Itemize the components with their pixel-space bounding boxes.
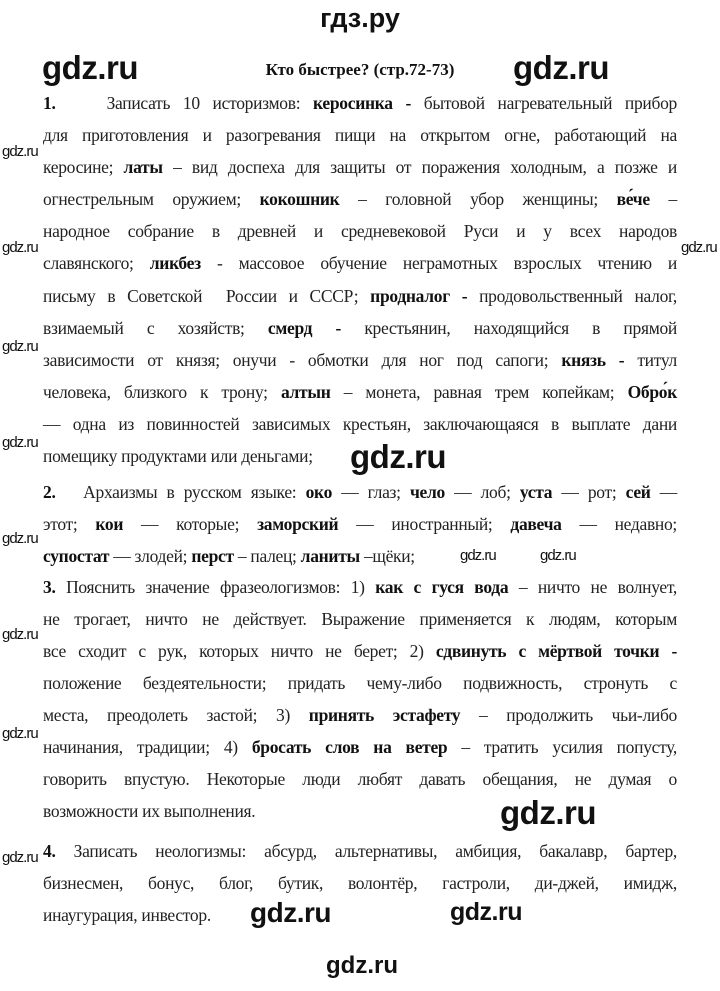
text-run: помещику продуктами или деньгами;: [43, 446, 313, 466]
paragraph-3-line: [43, 673, 677, 693]
bold-term: алтын: [280, 382, 331, 402]
text-run: продовольственный налог,: [467, 286, 677, 306]
text-run: – продолжить чьи-либо: [460, 705, 677, 725]
text-run: Записать 10 историзмов:: [55, 93, 314, 113]
paragraph-3-line: [43, 577, 677, 597]
paragraph-2-line: [43, 482, 677, 502]
watermark: gdz.ru: [2, 239, 38, 256]
bold-term: князь -: [561, 350, 625, 370]
watermark: gdz.ru: [450, 898, 522, 926]
bold-term: как с гуся вода: [375, 577, 509, 597]
text-run: возможности их выполнения.: [43, 801, 256, 821]
text-run: титул: [624, 350, 677, 370]
paragraph-3-line: [43, 705, 677, 725]
paragraph-2-line: [43, 514, 677, 534]
watermark: gdz.ru: [2, 725, 38, 742]
watermark: gdz.ru: [2, 530, 38, 547]
bold-term: супостат: [43, 546, 110, 566]
paragraph-1-line: [43, 189, 677, 209]
text-run: – ничто не волнует,: [508, 577, 677, 597]
text-run: керосине;: [43, 157, 124, 177]
text-run: для приготовления и разогревания пищи на открытом огне, работающий на: [43, 125, 677, 145]
text-run: этот;: [43, 514, 96, 534]
text-run: — недавно;: [561, 514, 677, 534]
watermark: gdz.ru: [42, 49, 138, 86]
bold-term: 2.: [43, 482, 56, 502]
text-run: не трогает, ничто не действует. Выражение применяется к людям, которым: [43, 609, 677, 629]
paragraph-1-line: [43, 157, 677, 177]
bold-term: 1.: [43, 93, 56, 113]
text-run: начинания, традиции; 4): [43, 737, 252, 757]
text-run: — лоб;: [444, 482, 520, 502]
paragraph-1-line: [43, 93, 677, 113]
bold-term: принять эстафету: [308, 705, 461, 725]
bold-term: 3.: [43, 577, 56, 597]
text-run: человека, близкого к трону;: [43, 382, 281, 402]
text-run: — одна из повинностей зависимых крестьян, заключающаяся в выплате дани: [43, 414, 677, 434]
bold-term: ликбез: [149, 253, 201, 273]
text-run: говорить впустую. Некоторые люди любят давать обещания, не думая о: [43, 769, 677, 789]
watermark: gdz.ru: [2, 338, 38, 355]
footer-watermark: gdz.ru: [326, 952, 398, 979]
text-run: – вид доспеха для защиты от поражения холодным, а позже и: [162, 157, 678, 177]
bold-term: ве́че: [616, 189, 650, 209]
watermark: gdz.ru: [2, 849, 38, 866]
paragraph-2-line: [43, 546, 677, 566]
text-run: – монета, равная трем копейкам;: [330, 382, 628, 402]
paragraph-1-line: [43, 414, 677, 434]
paragraph-1-line: [43, 318, 677, 338]
bold-term: латы: [123, 157, 163, 177]
watermark: gdz.ru: [2, 434, 38, 451]
paragraph-1-line: [43, 286, 677, 306]
paragraph-1-line: [43, 253, 677, 273]
text-run: бытовой нагревательный прибор: [411, 93, 677, 113]
text-run: все сходит с рук, которых ничто не берет; 2): [43, 641, 436, 661]
watermark: gdz.ru: [460, 547, 496, 564]
bold-term: кои: [95, 514, 124, 534]
text-run: — рот;: [552, 482, 626, 502]
text-run: —: [650, 482, 677, 502]
text-run: – палец;: [233, 546, 301, 566]
watermark: gdz.ru: [250, 897, 331, 928]
bold-term: керосинка -: [313, 93, 412, 113]
watermark: gdz.ru: [350, 438, 446, 475]
bold-term: сей: [625, 482, 651, 502]
text-run: крестьянин, находящийся в прямой: [341, 318, 677, 338]
bold-term: смерд -: [267, 318, 342, 338]
text-run: – головной убор женщины;: [339, 189, 617, 209]
watermark: gdz.ru: [513, 49, 609, 86]
paragraph-1-line: [43, 382, 677, 402]
bold-term: ланиты: [300, 546, 360, 566]
text-run: бизнесмен, бонус, блог, бутик, волонтёр, гастроли, ди-джей, имидж,: [43, 873, 677, 893]
page-title: Кто быстрее? (стр.72-73): [265, 60, 455, 79]
text-run: зависимости от князя; онучи - обмотки для ног под сапоги;: [43, 350, 562, 370]
paragraph-3-line: [43, 769, 677, 789]
bold-term: сдвинуть с мёртвой точки -: [435, 641, 678, 661]
bold-term: око: [305, 482, 333, 502]
text-run: Пояснить значение фразеологизмов: 1): [55, 577, 376, 597]
bold-term: кокошник: [259, 189, 340, 209]
bold-term: чело: [409, 482, 445, 502]
bold-term: перст: [191, 546, 234, 566]
text-run: письму в Советской России и СССР;: [43, 286, 371, 306]
text-run: –щёки;: [359, 546, 415, 566]
paragraph-1-line: [43, 125, 677, 145]
watermark: gdz.ru: [681, 239, 717, 256]
bold-term: 4.: [43, 841, 56, 861]
text-run: — иностранный;: [338, 514, 511, 534]
watermark: gdz.ru: [540, 547, 576, 564]
watermark: gdz.ru: [2, 626, 38, 643]
paragraph-4-line: [43, 873, 677, 893]
text-run: места, преодолеть застой; 3): [43, 705, 309, 725]
bold-term: Обро́к: [627, 382, 678, 402]
text-run: славянского;: [43, 253, 150, 273]
paragraph-3-line: [43, 641, 677, 661]
text-run: огнестрельным оружием;: [43, 189, 260, 209]
text-run: Архаизмы в русском языке:: [55, 482, 306, 502]
text-run: взимаемый с хозяйств;: [43, 318, 268, 338]
text-run: — злодей;: [109, 546, 192, 566]
site-header: гдз.ру: [320, 3, 400, 33]
paragraph-3-line: [43, 737, 677, 757]
paragraph-4-line: [43, 905, 677, 925]
text-run: – тратить усилия попусту,: [447, 737, 677, 757]
text-run: - массовое обучение неграмотных взрослых чтению и: [200, 253, 677, 273]
paragraph-4-line: [43, 841, 677, 861]
bold-term: заморский: [257, 514, 339, 534]
text-run: народное собрание в древней и средневековой Руси и у всех народов: [43, 221, 677, 241]
bold-term: бросать слов на ветер: [251, 737, 448, 757]
bold-term: уста: [519, 482, 553, 502]
text-run: Записать неологизмы: абсурд, альтернативы, амбиция, бакалавр, бартер,: [55, 841, 677, 861]
text-run: — которые;: [123, 514, 258, 534]
text-run: инаугурация, инвестор.: [43, 905, 211, 925]
paragraph-1-line: [43, 350, 677, 370]
watermark: gdz.ru: [2, 143, 38, 160]
text-run: –: [649, 189, 677, 209]
text-run: — глаз;: [332, 482, 410, 502]
text-run: положение бездеятельности; придать чему-либо подвижность, стронуть с: [43, 673, 677, 693]
bold-term: давеча: [510, 514, 562, 534]
paragraph-1-line: [43, 221, 677, 241]
bold-term: продналог -: [370, 286, 468, 306]
paragraph-3-line: [43, 609, 677, 629]
watermark: gdz.ru: [500, 794, 596, 831]
